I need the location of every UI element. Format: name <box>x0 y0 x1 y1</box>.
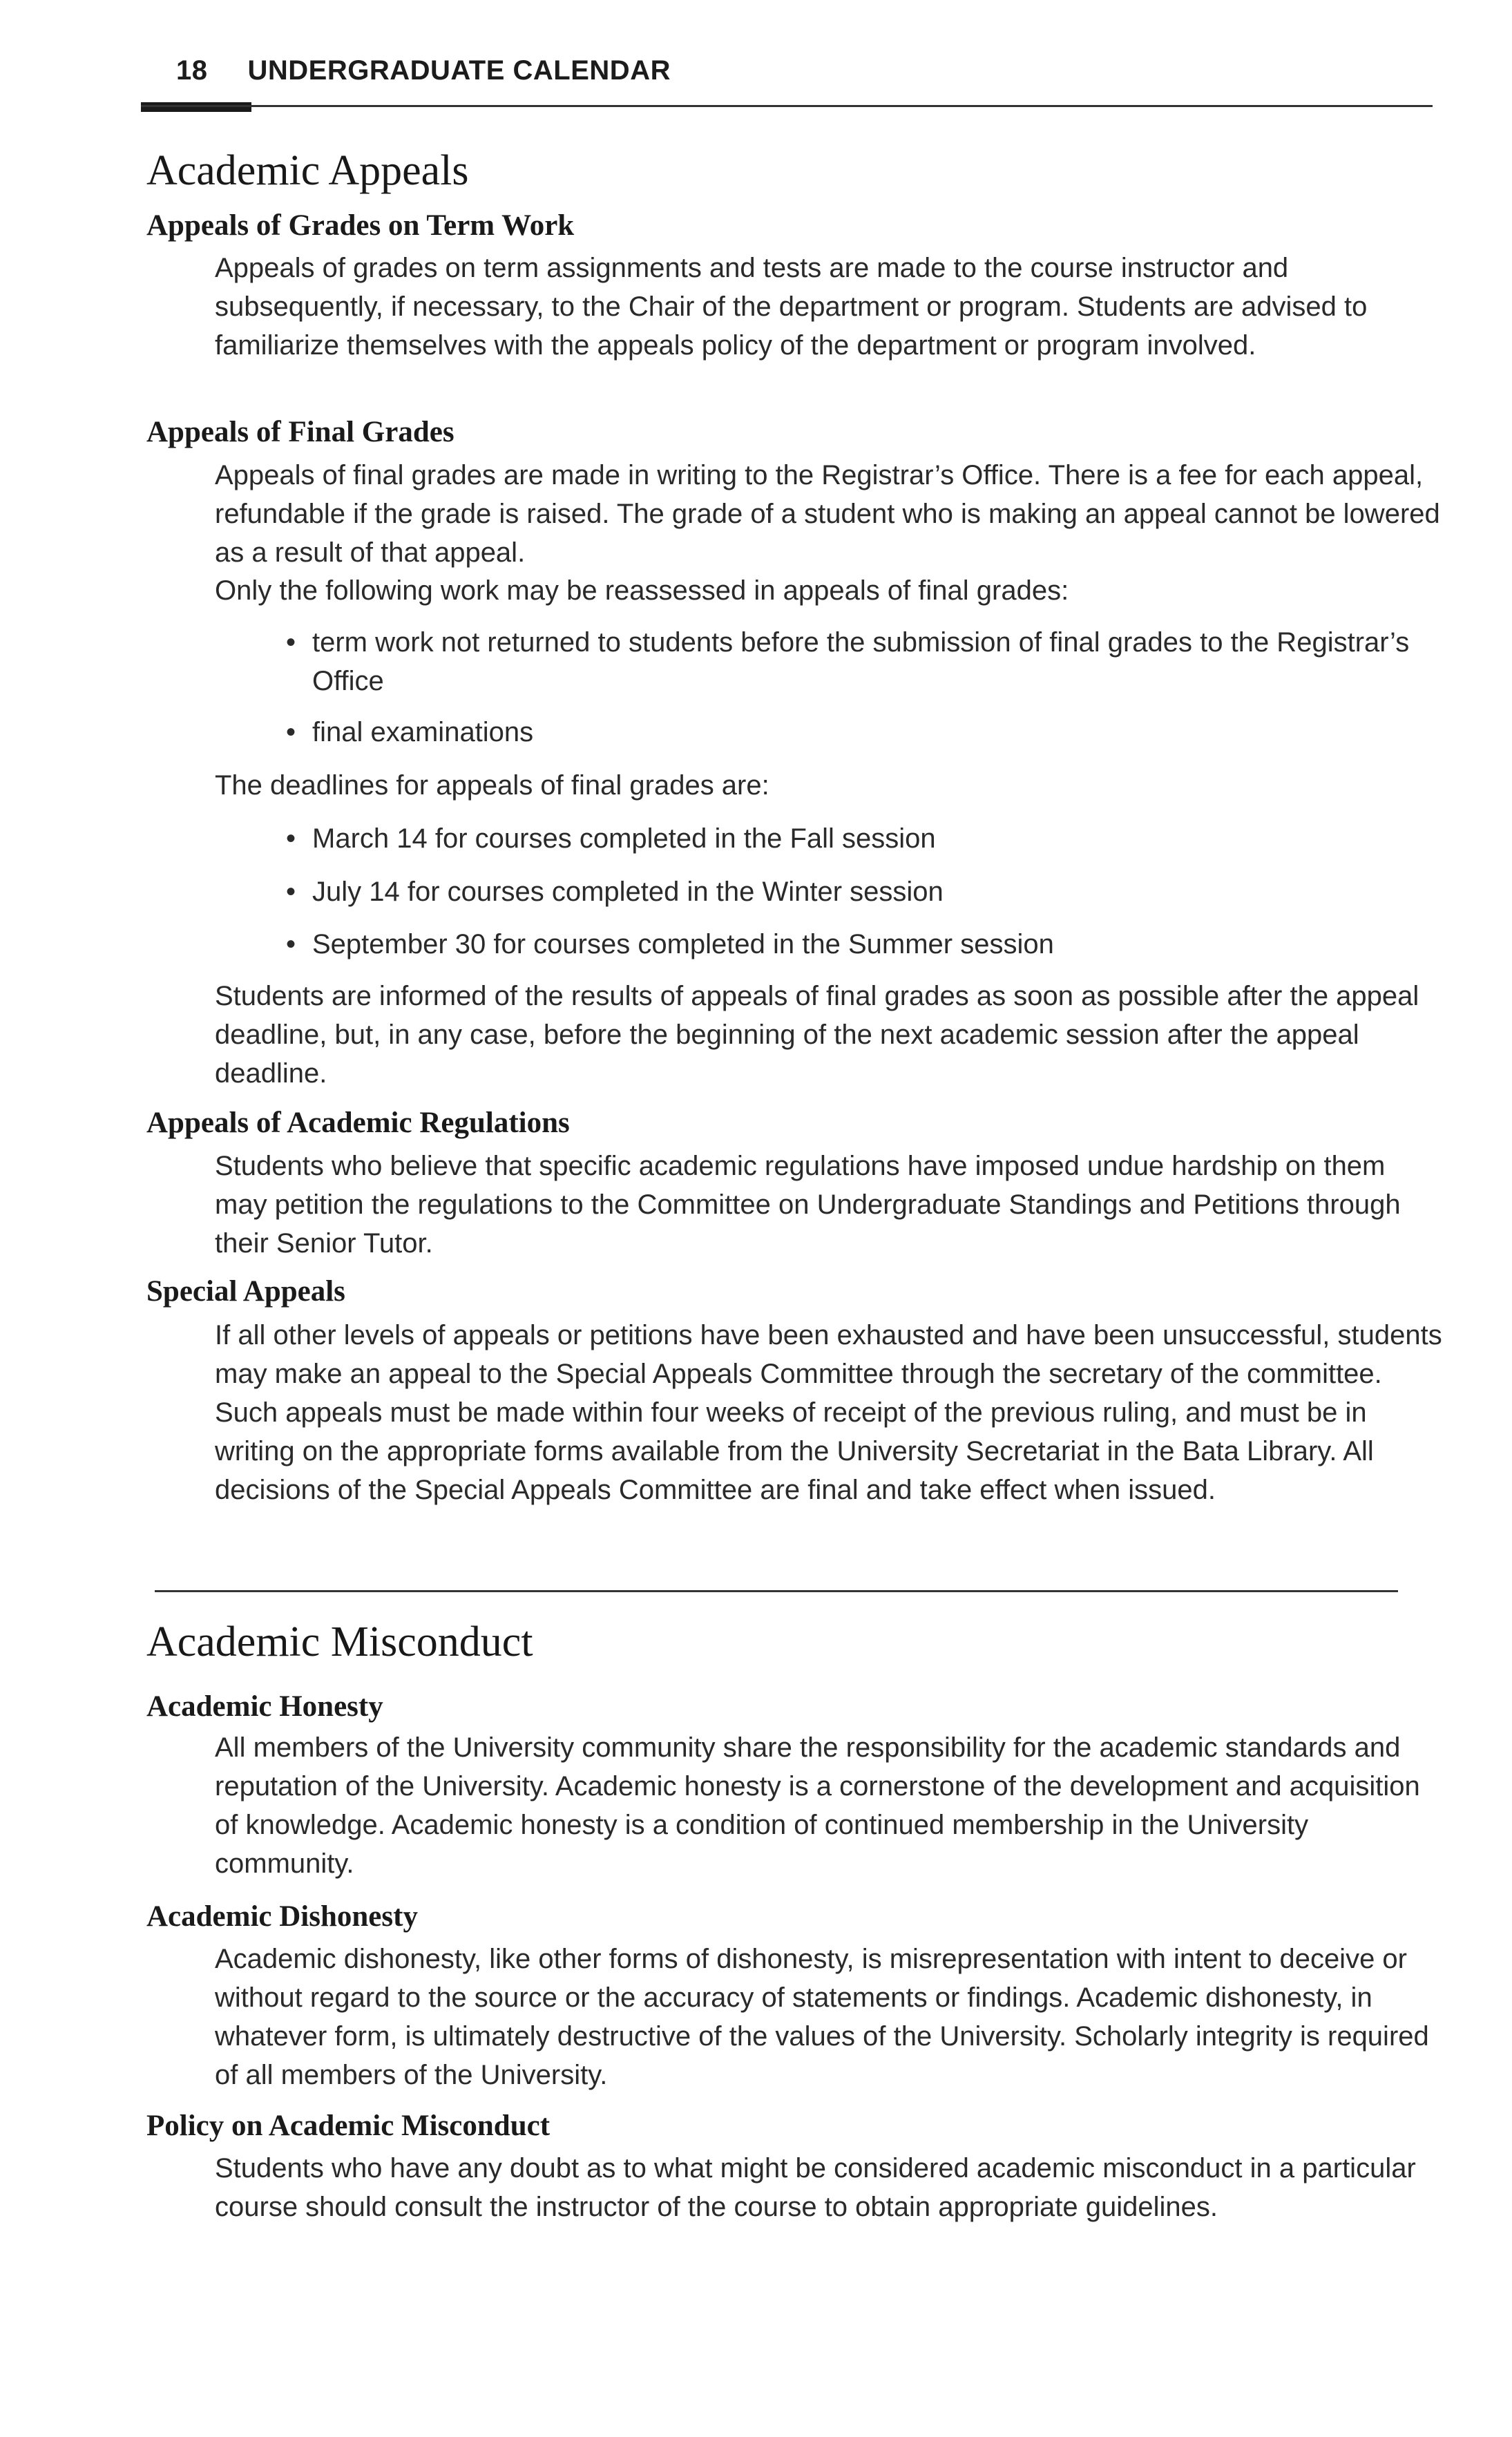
subheading-final-grades: Appeals of Final Grades <box>146 416 454 448</box>
paragraph-deadlines-intro: The deadlines for appeals of final grades are: <box>215 770 769 801</box>
bullet-icon: • <box>286 627 296 658</box>
paragraph-special-appeals: If all other levels of appeals or petitions have been exhausted and have been unsuccessful, students may make an appeal to the Special Appeals Committee through the secretary of the committee. Such appeals must be made within four weeks of receipt of the previous ruling, and must be in writing on the appropriate forms available from the University Secretariat in the Bata Library. All decisions of the Special Appeals Committee are final and take effect when issued. <box>215 1320 1442 1505</box>
paragraph-reassessable-intro: Only the following work may be reassessed in appeals of final grades: <box>215 575 1069 606</box>
section-title-academic-appeals: Academic Appeals <box>146 147 469 194</box>
paragraph-regulations: Students who believe that specific academic regulations have imposed undue hardship on them may petition the regulations to the Committee on Undergraduate Standings and Petitions through their Senior Tutor. <box>215 1151 1401 1259</box>
paragraph-misconduct-policy: Students who have any doubt as to what might be considered academic misconduct in a particular course should consult the instructor of the course to obtain appropriate guidelines. <box>215 2153 1416 2222</box>
subheading-misconduct-policy: Policy on Academic Misconduct <box>146 2110 551 2142</box>
paragraph-academic-dishonesty: Academic dishonesty, like other forms of dishonesty, is misrepresentation with intent to deceive or without regard to the source or the accuracy of statements or findings. Academic dishonesty, in whatever form, is ultimately destructive of the values of the University. Scholarly integrity is required of all members of the University. <box>215 1944 1429 2090</box>
section-divider <box>155 1590 1398 1592</box>
paragraph-term-work: Appeals of grades on term assignments and tests are made to the course instructor and subsequently, if necessary, to the Chair of the department or program. Students are advised to familiarize themselves with the appeals policy of the department or program involved. <box>215 253 1368 361</box>
list-item: • final examinations <box>286 713 1446 752</box>
subheading-special-appeals: Special Appeals <box>146 1275 345 1308</box>
paragraph-final-grades-process: Appeals of final grades are made in writing to the Registrar’s Office. There is a fee for each appeal, refundable if the grade is raised. The grade of a student who is making an appeal cannot be lowered as a result of that appeal. <box>215 460 1440 568</box>
running-header <box>176 55 671 86</box>
bullet-icon: • <box>286 929 296 959</box>
paragraph-academic-honesty: All members of the University community share the responsibility for the academic standards and reputation of the University. Academic honesty is a cornerstone of the development and acquisition of knowledge. Academic honesty is a condition of continued membership in the University community. <box>215 1732 1420 1879</box>
subheading-term-work: Appeals of Grades on Term Work <box>146 209 575 242</box>
header-tab-bar <box>141 102 251 112</box>
bullet-icon: • <box>286 877 296 907</box>
list-item: • July 14 for courses completed in the Winter session <box>286 872 1446 911</box>
header-rule <box>141 105 1433 107</box>
paragraph-results-notice: Students are informed of the results of appeals of final grades as soon as possible after the appeal deadline, but, in any case, before the beginning of the next academic session after the appeal deadline. <box>215 981 1419 1089</box>
subheading-academic-honesty: Academic Honesty <box>146 1690 383 1723</box>
section-title-academic-misconduct: Academic Misconduct <box>146 1618 533 1665</box>
page-number: 18 <box>176 55 208 86</box>
subheading-academic-dishonesty: Academic Dishonesty <box>146 1900 418 1933</box>
bullet-icon: • <box>286 823 296 854</box>
publication-title: UNDERGRADUATE CALENDAR <box>247 55 671 86</box>
list-item: • term work not returned to students before the submission of final grades to the Registrar’s Office <box>286 623 1446 700</box>
list-item: • March 14 for courses completed in the Fall session <box>286 819 1446 858</box>
subheading-regulations: Appeals of Academic Regulations <box>146 1107 570 1139</box>
bullet-icon: • <box>286 717 296 747</box>
list-item: • September 30 for courses completed in the Summer session <box>286 925 1446 964</box>
